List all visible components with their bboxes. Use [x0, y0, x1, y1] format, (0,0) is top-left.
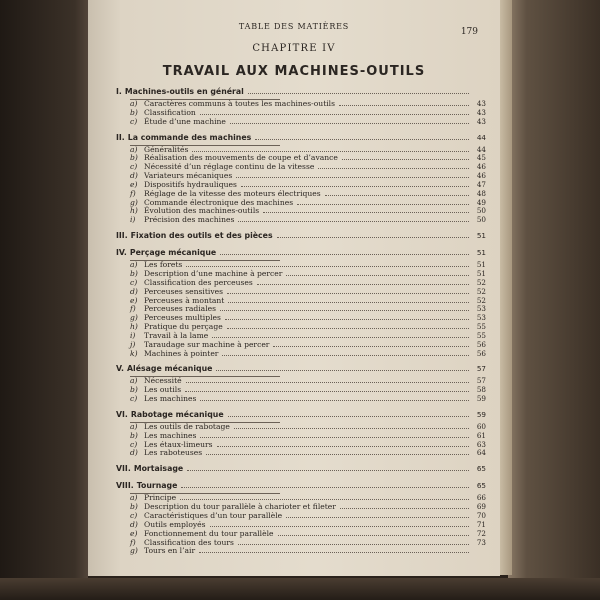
entry-title: Caractères communs à toutes les machines-outils	[144, 99, 336, 108]
leader-dots	[241, 186, 469, 187]
entry-page: 50	[476, 206, 486, 216]
leader-dots	[297, 204, 469, 205]
entry-page: 43	[476, 99, 486, 108]
entry-title: Réglage de la vitesse des moteurs électriques	[144, 188, 321, 198]
leader-dots	[181, 487, 469, 488]
entry-page: 60	[476, 421, 486, 431]
entry-page: 50	[476, 215, 486, 225]
entry-page: 52	[476, 295, 486, 305]
entry-letter: f)	[130, 188, 136, 198]
entry-page: 58	[476, 385, 486, 395]
leader-dots	[217, 446, 470, 447]
entry-letter: f)	[130, 304, 136, 314]
section-title: Perçage mécanique	[129, 248, 217, 258]
entry-page: 53	[476, 313, 486, 323]
toc-section	[116, 248, 486, 259]
leader-dots	[227, 328, 469, 329]
entry-title: Machines à pointer	[144, 348, 219, 358]
leader-dots	[228, 302, 469, 303]
leader-dots	[225, 319, 469, 320]
section-number: VII.	[116, 464, 131, 474]
leader-dots	[340, 508, 469, 509]
entry-page: 69	[476, 502, 486, 512]
section-title: Alésage mécanique	[127, 364, 213, 374]
entry-letter: a)	[130, 493, 138, 503]
entry-title: Description d’une machine à percer	[144, 268, 283, 278]
leader-dots	[200, 400, 469, 401]
leader-dots	[318, 168, 469, 169]
entry-title: Description du tour parallèle à charioter et fileter	[144, 502, 336, 512]
entry-page: 63	[476, 439, 486, 449]
entry-letter: e)	[130, 295, 138, 305]
entry-page: 46	[476, 162, 486, 172]
background-right	[508, 0, 600, 600]
entry-page: 52	[476, 286, 486, 296]
entry-letter: d)	[130, 448, 138, 458]
entry-letter: b)	[130, 268, 138, 278]
leader-dots	[277, 237, 469, 238]
entry-title: Perceuses multiples	[144, 313, 221, 323]
leader-dots	[192, 151, 469, 152]
toc-entry	[116, 350, 486, 359]
leader-dots	[228, 416, 469, 417]
toc-section	[116, 364, 486, 375]
toc-entry	[116, 547, 486, 556]
background-bottom	[0, 578, 600, 600]
leader-dots	[248, 93, 469, 94]
leader-dots	[186, 382, 469, 383]
entry-letter: g)	[130, 197, 138, 207]
entry-letter: b)	[130, 385, 138, 395]
leader-dots	[212, 337, 469, 338]
entry-letter: b)	[130, 107, 138, 117]
leader-dots	[278, 535, 470, 536]
entry-letter: g)	[130, 313, 138, 323]
section-title: Mortaisage	[133, 464, 184, 474]
chapter-title: TRAVAIL AUX MACHINES-OUTILS	[162, 64, 426, 79]
entry-page: 59	[476, 394, 486, 404]
section-page: 51	[476, 231, 486, 241]
entry-title: Réalisation des mouvements de coupe et d’avance	[144, 153, 338, 163]
toc-entry	[116, 449, 486, 458]
leader-dots	[180, 499, 469, 500]
entry-letter: e)	[130, 528, 138, 538]
entry-title: Classification des tours	[144, 537, 234, 547]
entry-page: 46	[476, 171, 486, 181]
entry-title: Généralités	[144, 144, 189, 154]
section-number: I.	[116, 87, 122, 96]
entry-letter: b)	[130, 153, 138, 163]
entry-page: 55	[476, 330, 486, 340]
entry-page: 43	[476, 107, 486, 117]
entry-letter: c)	[130, 116, 138, 126]
entry-title: Outils employés	[144, 519, 206, 529]
entry-letter: a)	[130, 99, 138, 108]
section-number: III.	[116, 231, 128, 241]
leader-dots	[230, 123, 469, 124]
entry-title: Nécessité d’un réglage continu de la vitesse	[144, 162, 315, 172]
leader-dots	[206, 454, 469, 455]
entry-letter: c)	[130, 277, 138, 287]
section-page: 51	[476, 248, 486, 258]
leader-dots	[185, 391, 469, 392]
toc-section	[116, 410, 486, 421]
section-number: VIII.	[116, 481, 134, 491]
entry-page: 57	[476, 376, 486, 386]
entry-page: 51	[476, 268, 486, 278]
entry-letter: d)	[130, 286, 138, 296]
entry-title: Classification	[144, 107, 196, 117]
entry-title: Classification des perceuses	[144, 277, 253, 287]
leader-dots	[220, 310, 469, 311]
entry-title: Pratique du perçage	[144, 322, 223, 332]
section-page: 65	[476, 464, 486, 474]
leader-dots	[222, 355, 469, 356]
entry-page: 55	[476, 322, 486, 332]
entry-letter: k)	[130, 348, 138, 358]
entry-letter: d)	[130, 519, 138, 529]
entry-title: Fonctionnement du tour parallèle	[144, 528, 274, 538]
entry-title: Dispositifs hydrauliques	[144, 179, 237, 189]
section-title: La commande des machines	[127, 132, 252, 142]
entry-letter: a)	[130, 421, 138, 431]
entry-title: Les étaux-limeurs	[144, 439, 213, 449]
toc-entry	[116, 118, 486, 127]
page-edge	[500, 0, 512, 575]
entry-page: 72	[476, 528, 486, 538]
entry-title: Les raboteuses	[144, 448, 203, 458]
entry-title: Précision des machines	[144, 215, 235, 225]
entry-letter: i)	[130, 330, 136, 340]
section-page: 44	[476, 132, 486, 142]
leader-dots	[220, 254, 469, 255]
chapter-label: CHAPITRE IV	[252, 43, 336, 54]
entry-letter: d)	[130, 171, 138, 181]
toc-section	[116, 481, 486, 492]
leader-dots	[286, 275, 469, 276]
section-page: 59	[476, 409, 486, 419]
toc-section	[116, 464, 486, 475]
entry-title: Caractéristiques d’un tour parallèle	[144, 511, 283, 520]
toc-entry	[116, 395, 486, 404]
entry-letter: b)	[130, 430, 138, 440]
section-title: Fixation des outils et des pièces	[130, 231, 273, 241]
entry-letter: j)	[130, 339, 136, 349]
entry-title: Les machines	[144, 430, 197, 440]
entry-letter: g)	[130, 546, 138, 556]
entry-page: 66	[476, 493, 486, 503]
entry-letter: a)	[130, 376, 138, 386]
entry-title: Les machines	[144, 394, 197, 404]
entry-letter: e)	[130, 179, 138, 189]
entry-page: 47	[476, 179, 486, 189]
section-title: Machines-outils en général	[124, 87, 244, 96]
toc-section	[116, 231, 486, 242]
entry-page: 44	[476, 144, 486, 154]
section-number: IV.	[116, 248, 127, 258]
entry-title: Les outils de rabotage	[144, 421, 230, 431]
entry-page: 45	[476, 153, 486, 163]
leader-dots	[234, 428, 469, 429]
table-of-contents	[116, 87, 486, 556]
book-page	[88, 0, 500, 576]
leader-dots	[286, 517, 469, 518]
leader-dots	[238, 544, 469, 545]
leader-dots	[255, 139, 469, 140]
entry-title: Perceuses sensitives	[144, 286, 223, 296]
entry-title: Les forets	[144, 260, 183, 270]
entry-page: 56	[476, 348, 486, 358]
page-number: 179	[460, 27, 478, 37]
leader-dots	[273, 346, 469, 347]
entry-letter: a)	[130, 144, 138, 154]
leader-dots	[339, 105, 469, 106]
section-title: Tournage	[136, 481, 178, 491]
leader-dots	[342, 159, 469, 160]
leader-dots	[210, 526, 469, 527]
entry-page: 48	[476, 188, 486, 198]
section-page: 57	[476, 364, 486, 374]
entry-title: Étude d’une machine	[144, 116, 226, 126]
leader-dots	[216, 370, 469, 371]
entry-page: 64	[476, 448, 486, 458]
leader-dots	[325, 195, 469, 196]
leader-dots	[263, 212, 469, 213]
entry-page: 43	[476, 116, 486, 126]
entry-letter: c)	[130, 439, 138, 449]
running-title: TABLE DES MATIÈRES	[238, 22, 350, 31]
leader-dots	[238, 221, 469, 222]
toc-entry	[116, 216, 486, 225]
entry-letter: c)	[130, 162, 138, 172]
entry-title: Perceuses radiales	[144, 304, 217, 314]
toc-section	[116, 133, 486, 144]
toc-section	[116, 87, 486, 98]
section-title: Rabotage mécanique	[130, 409, 224, 419]
entry-letter: i)	[130, 215, 136, 225]
entry-page: 70	[476, 511, 486, 520]
entry-title: Évolution des machines-outils	[144, 206, 260, 216]
entry-page: 73	[476, 537, 486, 547]
background-left	[0, 0, 88, 600]
entry-page: 53	[476, 304, 486, 314]
entry-title: Travail à la lame	[144, 330, 209, 340]
entry-title: Tours en l’air	[144, 546, 196, 556]
entry-letter: a)	[130, 260, 138, 270]
entry-letter: h)	[130, 322, 138, 332]
section-number: VI.	[116, 409, 128, 419]
entry-title: Principe	[144, 493, 177, 503]
leader-dots	[187, 470, 469, 471]
leader-dots	[257, 284, 469, 285]
entry-letter: c)	[130, 511, 138, 520]
entry-page: 61	[476, 430, 486, 440]
entry-title: Commande électronique des machines	[144, 197, 294, 207]
leader-dots	[200, 114, 469, 115]
leader-dots	[199, 552, 469, 553]
leader-dots	[236, 177, 469, 178]
entry-title: Taraudage sur machine à percer	[144, 339, 270, 349]
entry-letter: f)	[130, 537, 136, 547]
entry-title: Les outils	[144, 385, 182, 395]
section-number: V.	[116, 364, 124, 374]
entry-title: Perceuses à montant	[144, 295, 225, 305]
entry-page: 56	[476, 339, 486, 349]
leader-dots	[227, 293, 469, 294]
entry-letter: c)	[130, 394, 138, 404]
entry-letter: h)	[130, 206, 138, 216]
entry-page: 52	[476, 277, 486, 287]
leader-dots	[200, 437, 469, 438]
leader-dots	[186, 266, 469, 267]
entry-title: Variateurs mécaniques	[144, 171, 233, 181]
entry-page: 71	[476, 519, 486, 529]
entry-page: 49	[476, 197, 486, 207]
section-number: II.	[116, 132, 125, 142]
entry-letter: b)	[130, 502, 138, 512]
entry-title: Nécessité	[144, 376, 182, 386]
entry-page: 51	[476, 260, 486, 270]
section-page: 65	[476, 481, 486, 491]
